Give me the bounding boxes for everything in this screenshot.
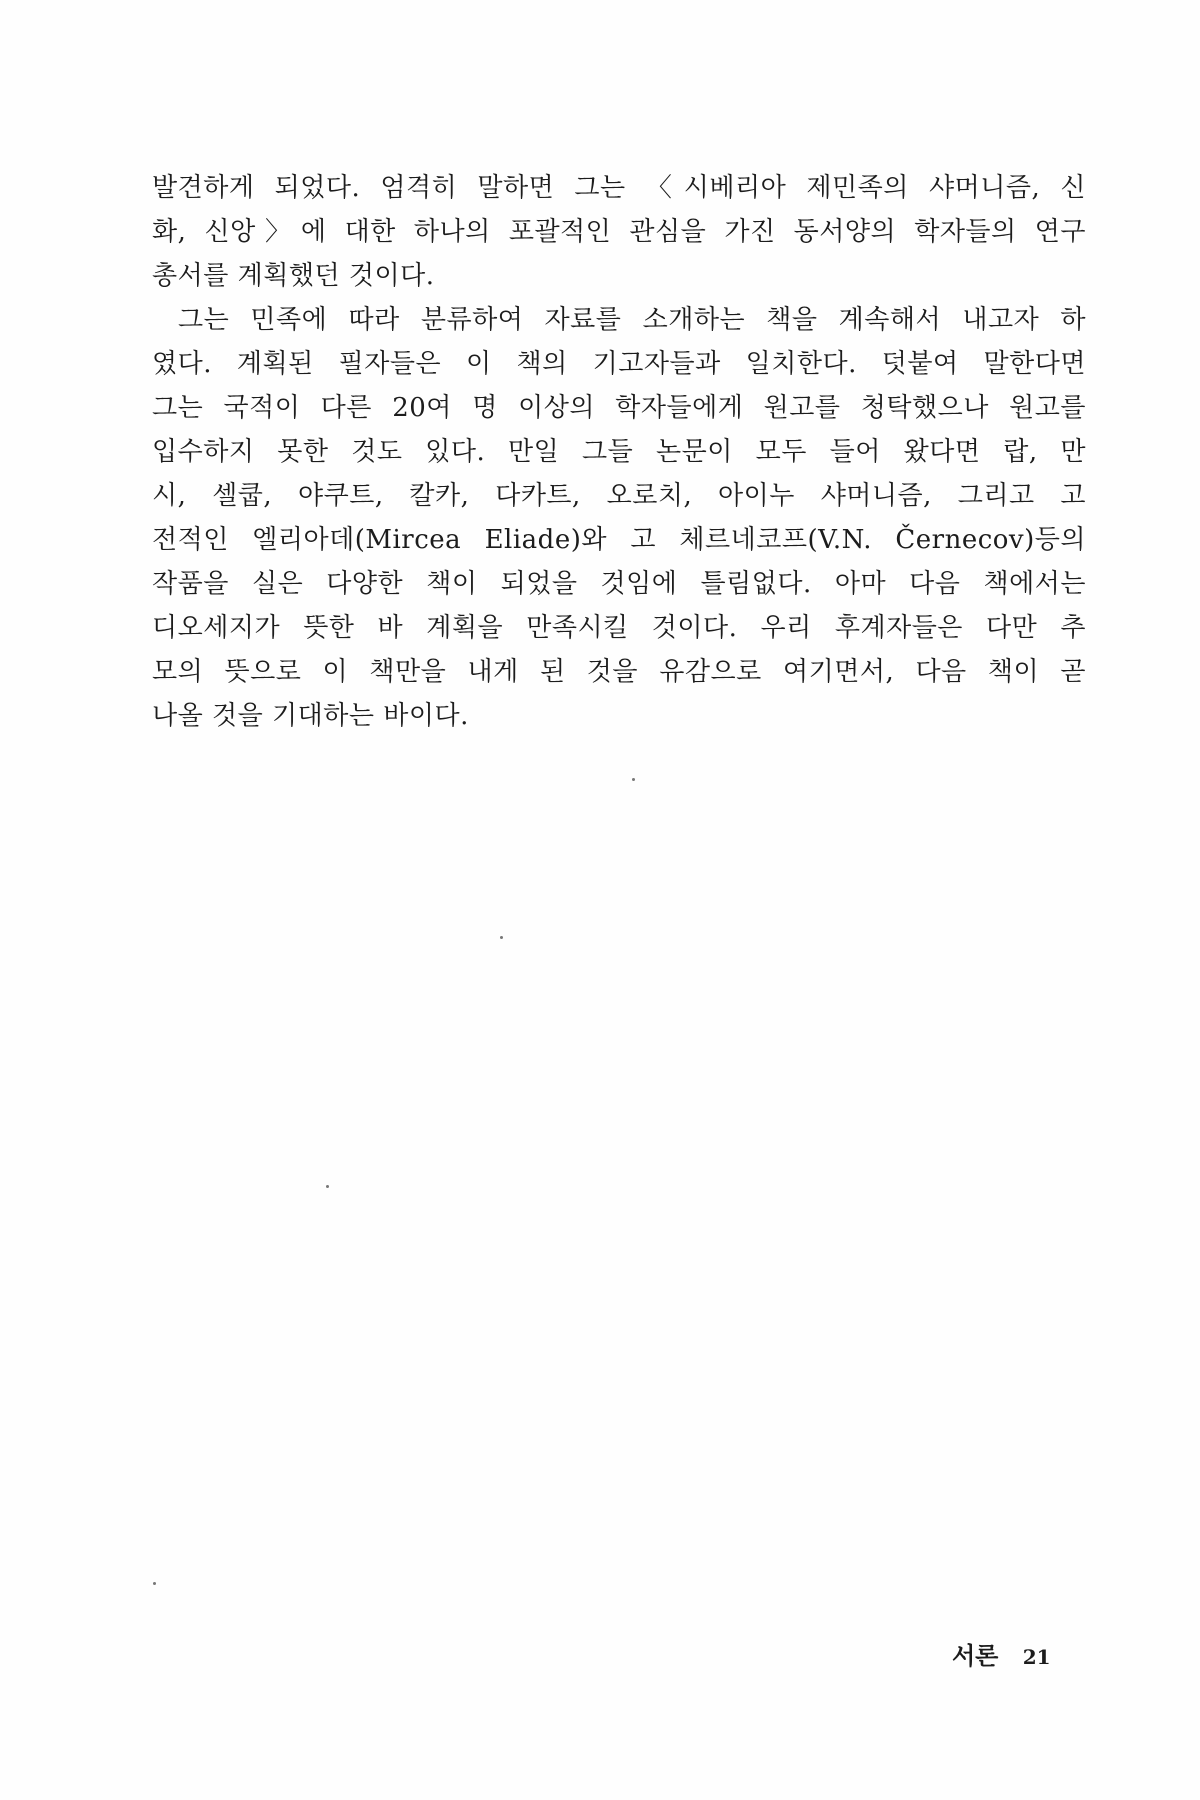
text-line: 디오세지가 뜻한 바 계획을 만족시킬 것이다. 우리 후계자들은 다만 추: [152, 613, 1086, 643]
text-line: 나올 것을 기대하는 바이다.: [152, 701, 469, 731]
page-footer: [952, 1636, 1082, 1676]
text-line: 모의 뜻으로 이 책만을 내게 된 것을 유감으로 여기면서, 다음 책이 곧: [152, 657, 1086, 687]
text-line: 전적인 엘리아데(Mircea Eliade)와 고 체르네코프(V.N. Černecov)등의: [152, 525, 1086, 555]
running-head: 서론: [952, 1641, 999, 1670]
paper-speck: [326, 1185, 329, 1188]
text-line: 시, 셀쿱, 야쿠트, 칼카, 다카트, 오로치, 아이누 샤머니즘, 그리고 고: [152, 481, 1086, 511]
text-line: 발견하게 되었다. 엄격히 말하면 그는 〈시베리아 제민족의 샤머니즘, 신: [152, 173, 1086, 203]
text-line: 작품을 실은 다양한 책이 되었을 것임에 틀림없다. 아마 다음 책에서는: [152, 569, 1086, 599]
paper-speck: [500, 936, 503, 939]
text-line: 그는 민족에 따라 분류하여 자료를 소개하는 책을 계속해서 내고자 하: [178, 305, 1086, 335]
text-line: 입수하지 못한 것도 있다. 만일 그들 논문이 모두 들어 왔다면 랍, 만: [152, 437, 1086, 467]
text-line: 그는 국적이 다른 20여 명 이상의 학자들에게 원고를 청탁했으나 원고를: [152, 393, 1086, 423]
paper-speck: [632, 778, 635, 781]
text-line: 화, 신앙〉에 대한 하나의 포괄적인 관심을 가진 동서양의 학자들의 연구: [152, 217, 1086, 247]
body-text: [152, 166, 1086, 738]
text-line: 였다. 계획된 필자들은 이 책의 기고자들과 일치한다. 덧붙여 말한다면: [152, 349, 1086, 379]
text-line: 총서를 계획했던 것이다.: [152, 261, 435, 291]
page-number: 21: [1022, 1645, 1051, 1669]
paper-speck: [153, 1582, 156, 1585]
